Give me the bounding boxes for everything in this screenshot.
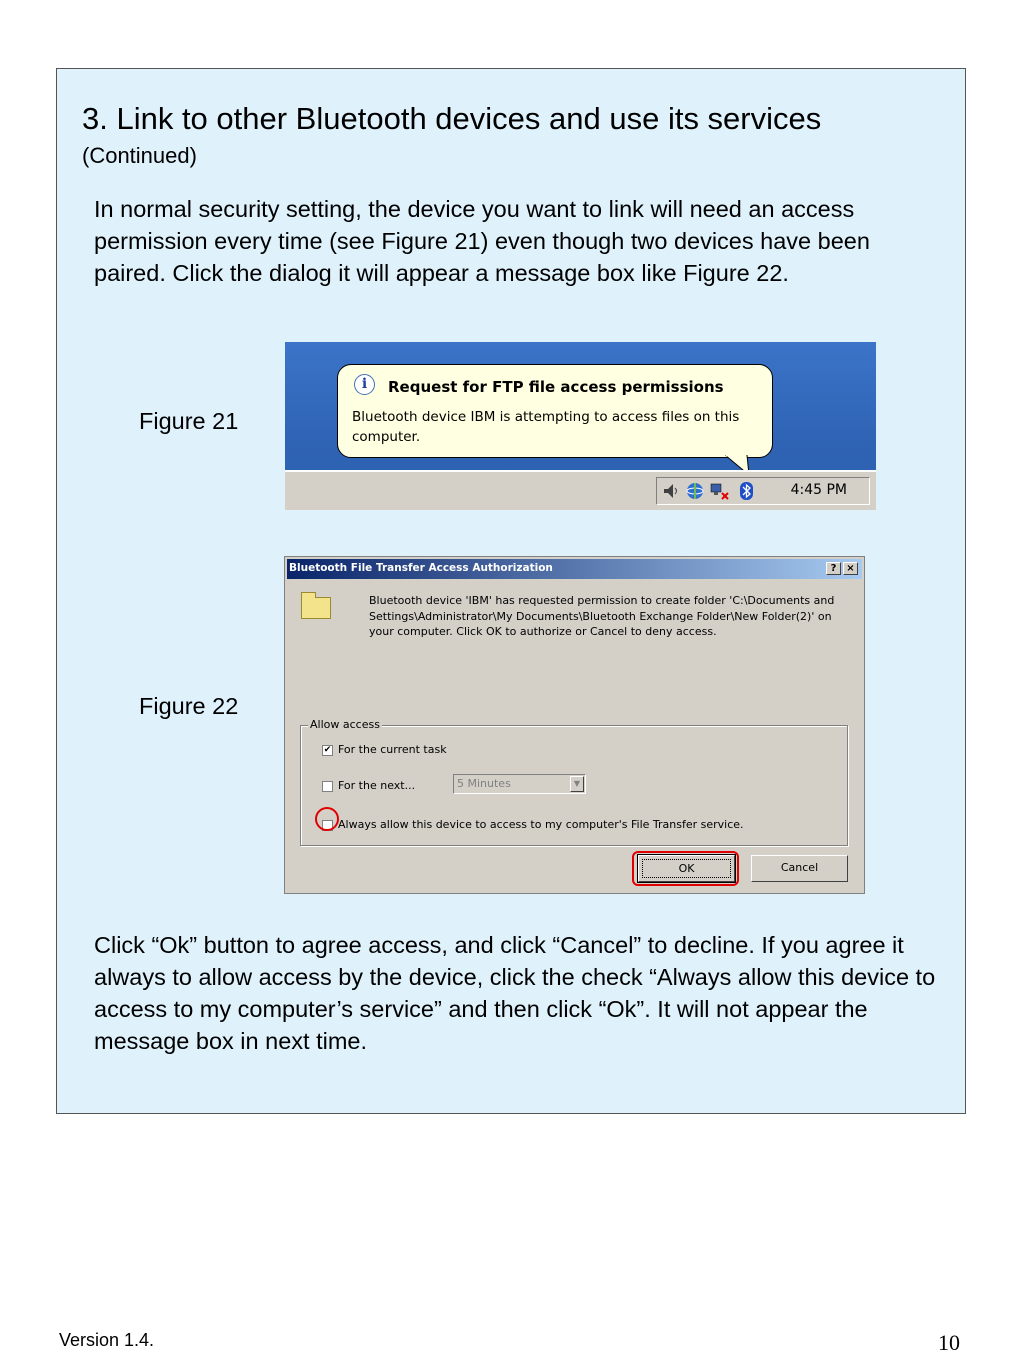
closing-paragraph: Click “Ok” button to agree access, and click “Cancel” to decline. If you agree it always to allow access by the device, click the check “Always allow this device to access to my computer’s service” and then click “Ok”. It will not appear the message box in next time. — [94, 932, 936, 1054]
checkbox-highlight-circle — [315, 807, 339, 831]
next-checkbox[interactable] — [322, 781, 333, 792]
folder-icon — [301, 597, 331, 619]
notification-balloon[interactable] — [337, 364, 773, 458]
figure-21-screenshot — [285, 342, 876, 510]
figure-22-dialog — [284, 556, 865, 894]
allow-access-label: Allow access — [310, 718, 380, 731]
ok-button-label: OK — [642, 859, 731, 878]
bluetooth-icon[interactable] — [737, 481, 757, 501]
dialog-message: Bluetooth device 'IBM' has requested permission to create folder 'C:\Documents and Settings\Administrator\My Documents\Bluetooth Exchange Folder\New Folder(2)' on your computer. Click OK to authorize or Cancel to deny access. — [369, 594, 835, 638]
system-tray — [656, 477, 870, 505]
clock[interactable]: 4:45 PM — [790, 482, 847, 498]
option-current-task[interactable] — [322, 743, 447, 756]
current-task-checkbox[interactable]: ✔ — [323, 744, 332, 755]
speaker-icon[interactable] — [661, 481, 681, 501]
network-icon[interactable] — [685, 481, 705, 501]
info-icon: i — [354, 374, 375, 395]
cancel-button[interactable]: Cancel — [751, 855, 848, 882]
dialog-title: Bluetooth File Transfer Access Authorization — [289, 562, 553, 574]
version-label: Version 1.4. — [59, 1330, 155, 1350]
figure-22-label: Figure 22 — [139, 693, 239, 719]
network-disconnected-icon[interactable] — [709, 481, 729, 501]
intro-paragraph: In normal security setting, the device you want to link will need an access permission every time (see Figure 21) even though two devices have been paired. Click the dialog it will appear a message box like Figure 22. — [94, 196, 870, 286]
duration-select[interactable] — [453, 774, 586, 794]
page-subtitle: (Continued) — [82, 143, 197, 168]
page-number: 10 — [938, 1330, 960, 1355]
chevron-down-icon[interactable]: ▼ — [570, 776, 584, 792]
always-label: Always allow this device to access to my computer's File Transfer service. — [338, 818, 744, 831]
page-title: 3. Link to other Bluetooth devices and use its services — [82, 101, 822, 136]
option-always[interactable] — [322, 818, 744, 831]
taskbar — [285, 470, 876, 510]
dialog-titlebar[interactable] — [287, 559, 862, 579]
ok-button-highlight — [632, 851, 739, 886]
current-task-label: For the current task — [338, 743, 447, 756]
allow-access-group — [300, 718, 848, 846]
balloon-message: Bluetooth device IBM is attempting to access files on this computer. — [352, 409, 740, 445]
duration-value: 5 Minutes — [457, 777, 511, 790]
balloon-title: Request for FTP file access permissions — [388, 378, 724, 396]
figure-21-label: Figure 21 — [139, 408, 239, 434]
close-button[interactable]: × — [843, 562, 858, 575]
next-label: For the next... — [338, 779, 416, 792]
option-next[interactable] — [322, 779, 415, 792]
help-button[interactable]: ? — [826, 562, 841, 575]
